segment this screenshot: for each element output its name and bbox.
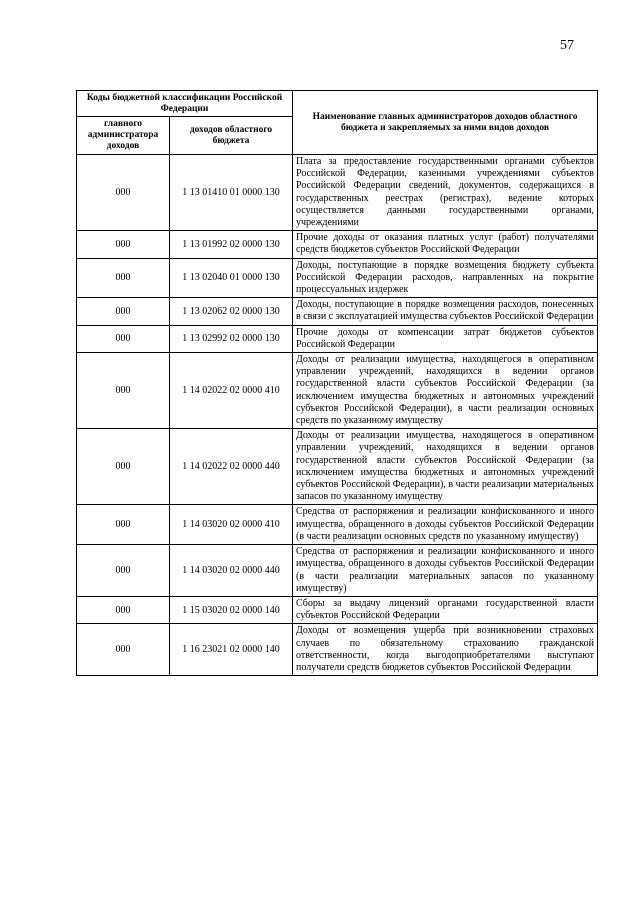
budget-code-cell: 1 14 02022 02 0000 410 xyxy=(170,353,293,429)
table-row xyxy=(77,231,598,258)
administrator-code-cell: 000 xyxy=(77,429,170,505)
budget-code-cell: 1 14 03020 02 0000 410 xyxy=(170,505,293,545)
income-name-cell: Прочие доходы от оказания платных услуг (работ) получателями средств бюджетов субъектов Российской Федерации xyxy=(293,231,598,258)
table-row xyxy=(77,429,598,505)
page-number: 57 xyxy=(560,38,574,53)
administrator-code-cell: 000 xyxy=(77,596,170,623)
administrator-code-cell: 000 xyxy=(77,545,170,597)
administrator-code-cell: 000 xyxy=(77,624,170,676)
administrator-code-cell: 000 xyxy=(77,505,170,545)
table-row xyxy=(77,596,598,623)
administrator-code-cell: 000 xyxy=(77,353,170,429)
table-row xyxy=(77,505,598,545)
budget-code-cell: 1 14 02022 02 0000 440 xyxy=(170,429,293,505)
budget-code-cell: 1 14 03020 02 0000 440 xyxy=(170,545,293,597)
administrator-code-cell: 000 xyxy=(77,298,170,325)
budget-codes-table xyxy=(76,90,598,676)
table-row xyxy=(77,258,598,298)
budget-code-cell: 1 13 02992 02 0000 130 xyxy=(170,325,293,352)
table-row xyxy=(77,353,598,429)
income-name-cell: Доходы от возмещения ущерба при возникновении страховых случаев по обязательному страхованию гражданской ответственности, когда выгодоприобретателями выступают получатели средств бюджетов субъектов Российской Федерации xyxy=(293,624,598,676)
header-administrator-name: Наименование главных администраторов доходов областного бюджета и закрепляемых за ними видов доходов xyxy=(293,91,598,155)
income-name-cell: Сборы за выдачу лицензий органами государственной власти субъектов Российской Федерации xyxy=(293,596,598,623)
budget-code-cell: 1 13 02040 01 0000 130 xyxy=(170,258,293,298)
income-name-cell: Доходы от реализации имущества, находящегося в оперативном управлении учреждений, находящихся в ведении органов государственной власти субъектов Российской Федерации (за исключением имущества бюджетных и автономных учреждений субъектов Российской Федерации), в части реализации материальных запасов по указанному имуществу xyxy=(293,429,598,505)
header-main-administrator: главного администратора доходов xyxy=(77,117,170,155)
administrator-code-cell: 000 xyxy=(77,155,170,231)
budget-code-cell: 1 13 01410 01 0000 130 xyxy=(170,155,293,231)
header-regional-budget-income: доходов областного бюджета xyxy=(170,117,293,155)
budget-code-cell: 1 16 23021 02 0000 140 xyxy=(170,624,293,676)
income-name-cell: Прочие доходы от компенсации затрат бюджетов субъектов Российской Федерации xyxy=(293,325,598,352)
table-row xyxy=(77,155,598,231)
budget-code-cell: 1 15 03020 02 0000 140 xyxy=(170,596,293,623)
administrator-code-cell: 000 xyxy=(77,231,170,258)
income-name-cell: Доходы, поступающие в порядке возмещения расходов, понесенных в связи с эксплуатацией имущества субъектов Российской Федерации xyxy=(293,298,598,325)
income-name-cell: Доходы, поступающие в порядке возмещения бюджету субъекта Российской Федерации расходов, направленных на покрытие процессуальных издержек xyxy=(293,258,598,298)
header-budget-classification: Коды бюджетной классификации Российской Федерации xyxy=(77,91,293,117)
administrator-code-cell: 000 xyxy=(77,325,170,352)
table-row xyxy=(77,298,598,325)
income-name-cell: Плата за предоставление государственными органами субъектов Российской Федерации, казенными учреждениями субъектов Российской Федерации сведений, документов, содержащихся в государственных реестрах (регистрах), ведение которых осуществляется данными государственными органами, учреждениями xyxy=(293,155,598,231)
income-name-cell: Средства от распоряжения и реализации конфискованного и иного имущества, обращенного в доходы субъектов Российской Федерации (в части реализации материальных запасов по указанному имуществу) xyxy=(293,545,598,597)
income-name-cell: Средства от распоряжения и реализации конфискованного и иного имущества, обращенного в доходы субъектов Российской Федерации (в части реализации основных средств по указанному имуществу) xyxy=(293,505,598,545)
table-row xyxy=(77,325,598,352)
budget-code-cell: 1 13 01992 02 0000 130 xyxy=(170,231,293,258)
administrator-code-cell: 000 xyxy=(77,258,170,298)
table-row xyxy=(77,545,598,597)
income-name-cell: Доходы от реализации имущества, находящегося в оперативном управлении учреждений, находящихся в ведении органов государственной власти субъектов Российской Федерации (за исключением имущества бюджетных и автономных учреждений субъектов Российской Федерации), в части реализации основных средств по указанному имуществу xyxy=(293,353,598,429)
budget-code-cell: 1 13 02062 02 0000 130 xyxy=(170,298,293,325)
table-row xyxy=(77,624,598,676)
